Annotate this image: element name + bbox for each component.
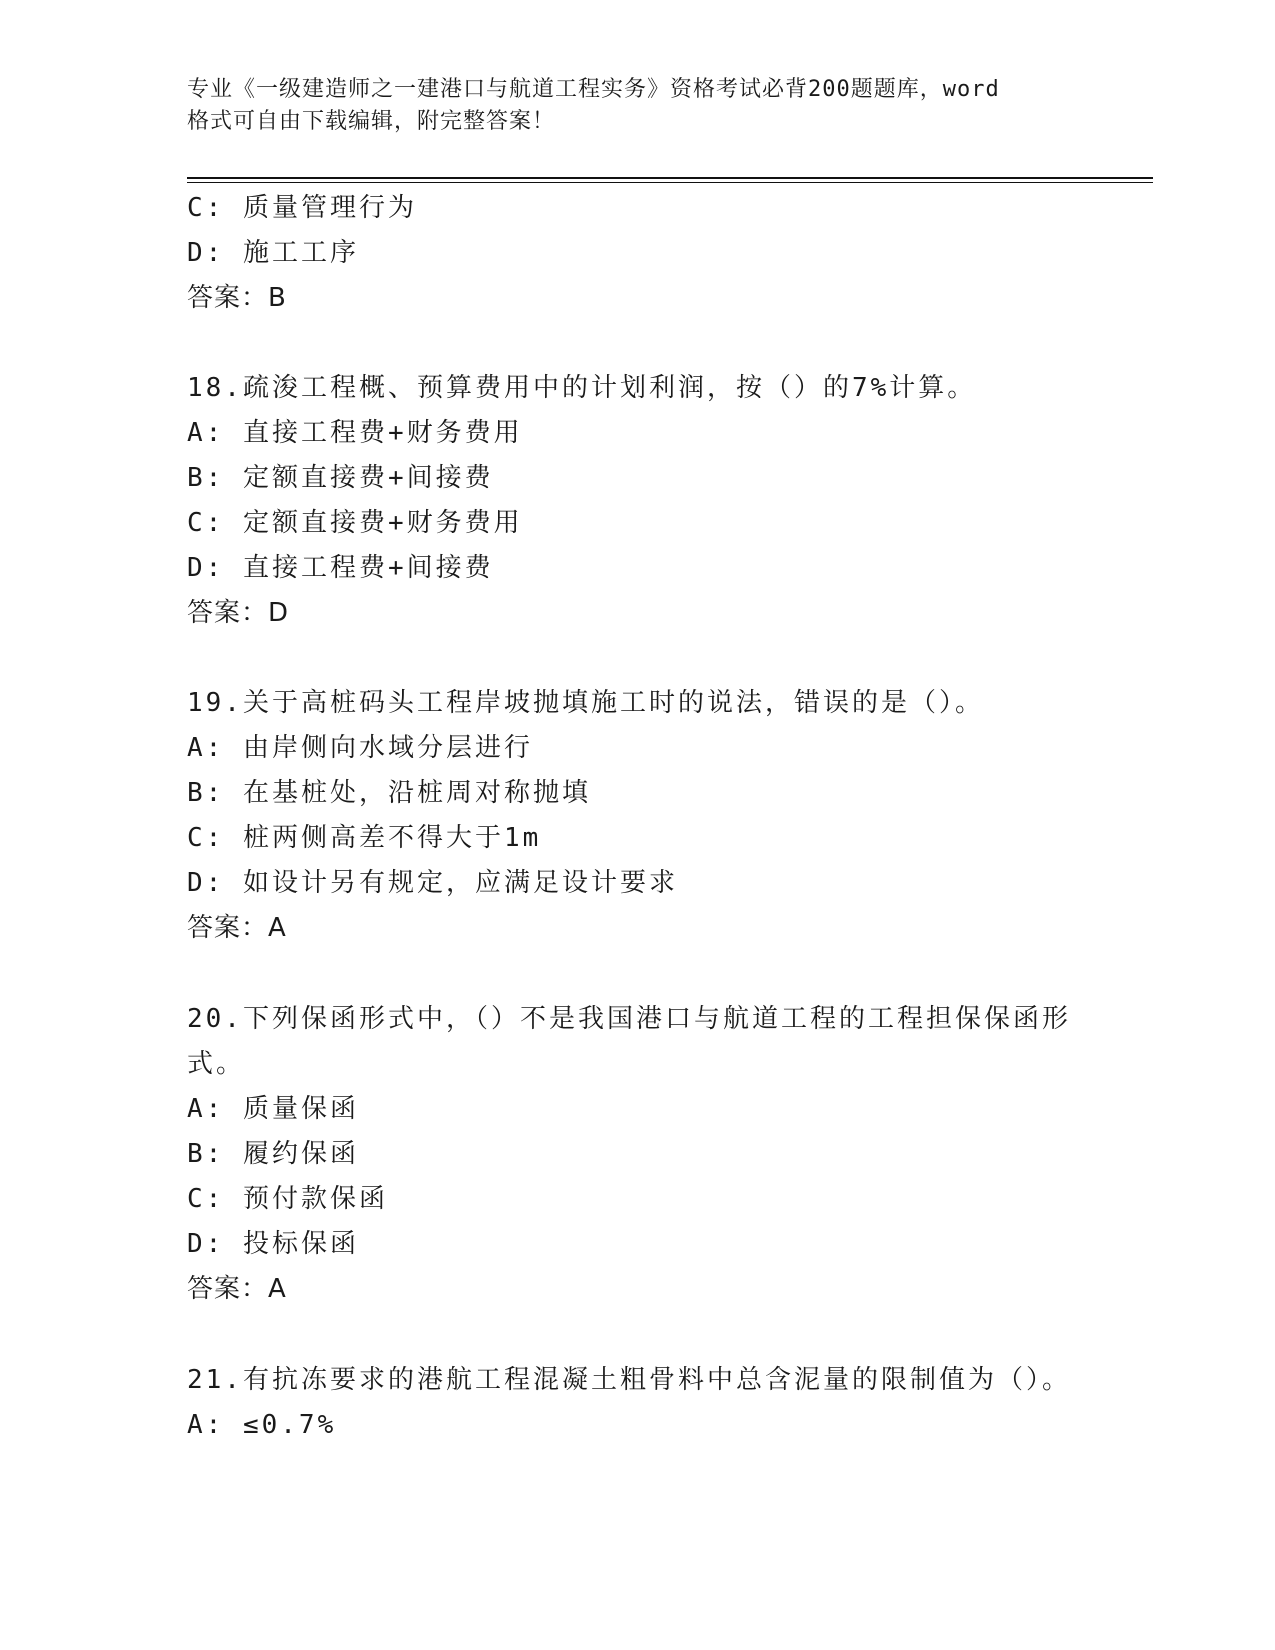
q20-option-c: C: 预付款保函 (187, 1184, 388, 1214)
header-divider-thin (187, 182, 1153, 183)
q20-question-line-2: 式。 (187, 1049, 246, 1079)
q20-answer: 答案：A (187, 1274, 287, 1304)
q20-question-line-1: 20.下列保函形式中，（）不是我国港口与航道工程的工程担保保函形 (187, 1004, 1071, 1034)
q18-option-b: B: 定额直接费+间接费 (187, 463, 494, 493)
q19-option-a: A: 由岸侧向水域分层进行 (187, 733, 533, 763)
q20-option-a: A: 质量保函 (187, 1094, 359, 1124)
q18-option-a: A: 直接工程费+财务费用 (187, 418, 523, 448)
q19-answer: 答案：A (187, 913, 287, 943)
q21-option-a: A: ≤0.7% (187, 1410, 337, 1440)
q20-option-b: B: 履约保函 (187, 1139, 359, 1169)
q17-option-d: D: 施工工序 (187, 238, 359, 268)
q19-option-b: B: 在基桩处，沿桩周对称抛填 (187, 778, 591, 808)
q17-option-c: C: 质量管理行为 (187, 193, 417, 223)
q18-question: 18.疏浚工程概、预算费用中的计划利润，按（）的7%计算。 (187, 373, 977, 403)
q21-question: 21.有抗冻要求的港航工程混凝土粗骨料中总含泥量的限制值为（）。 (187, 1365, 1071, 1395)
q19-option-d: D: 如设计另有规定，应满足设计要求 (187, 868, 678, 898)
header-line-2: 格式可自由下载编辑，附完整答案！ (187, 109, 556, 134)
q18-option-c: C: 定额直接费+财务费用 (187, 508, 523, 538)
header-divider-thick (187, 177, 1153, 179)
document-header (187, 74, 1067, 138)
q20-option-d: D: 投标保函 (187, 1229, 359, 1259)
q18-answer: 答案：D (187, 598, 290, 628)
q19-question: 19.关于高桩码头工程岸坡抛填施工时的说法，错误的是（）。 (187, 688, 984, 718)
header-line-1: 专业《一级建造师之一建港口与航道工程实务》资格考试必背200题题库，word (187, 77, 1000, 102)
q17-answer: 答案：B (187, 283, 287, 313)
q19-option-c: C: 桩两侧高差不得大于1m (187, 823, 542, 853)
q18-option-d: D: 直接工程费+间接费 (187, 553, 494, 583)
